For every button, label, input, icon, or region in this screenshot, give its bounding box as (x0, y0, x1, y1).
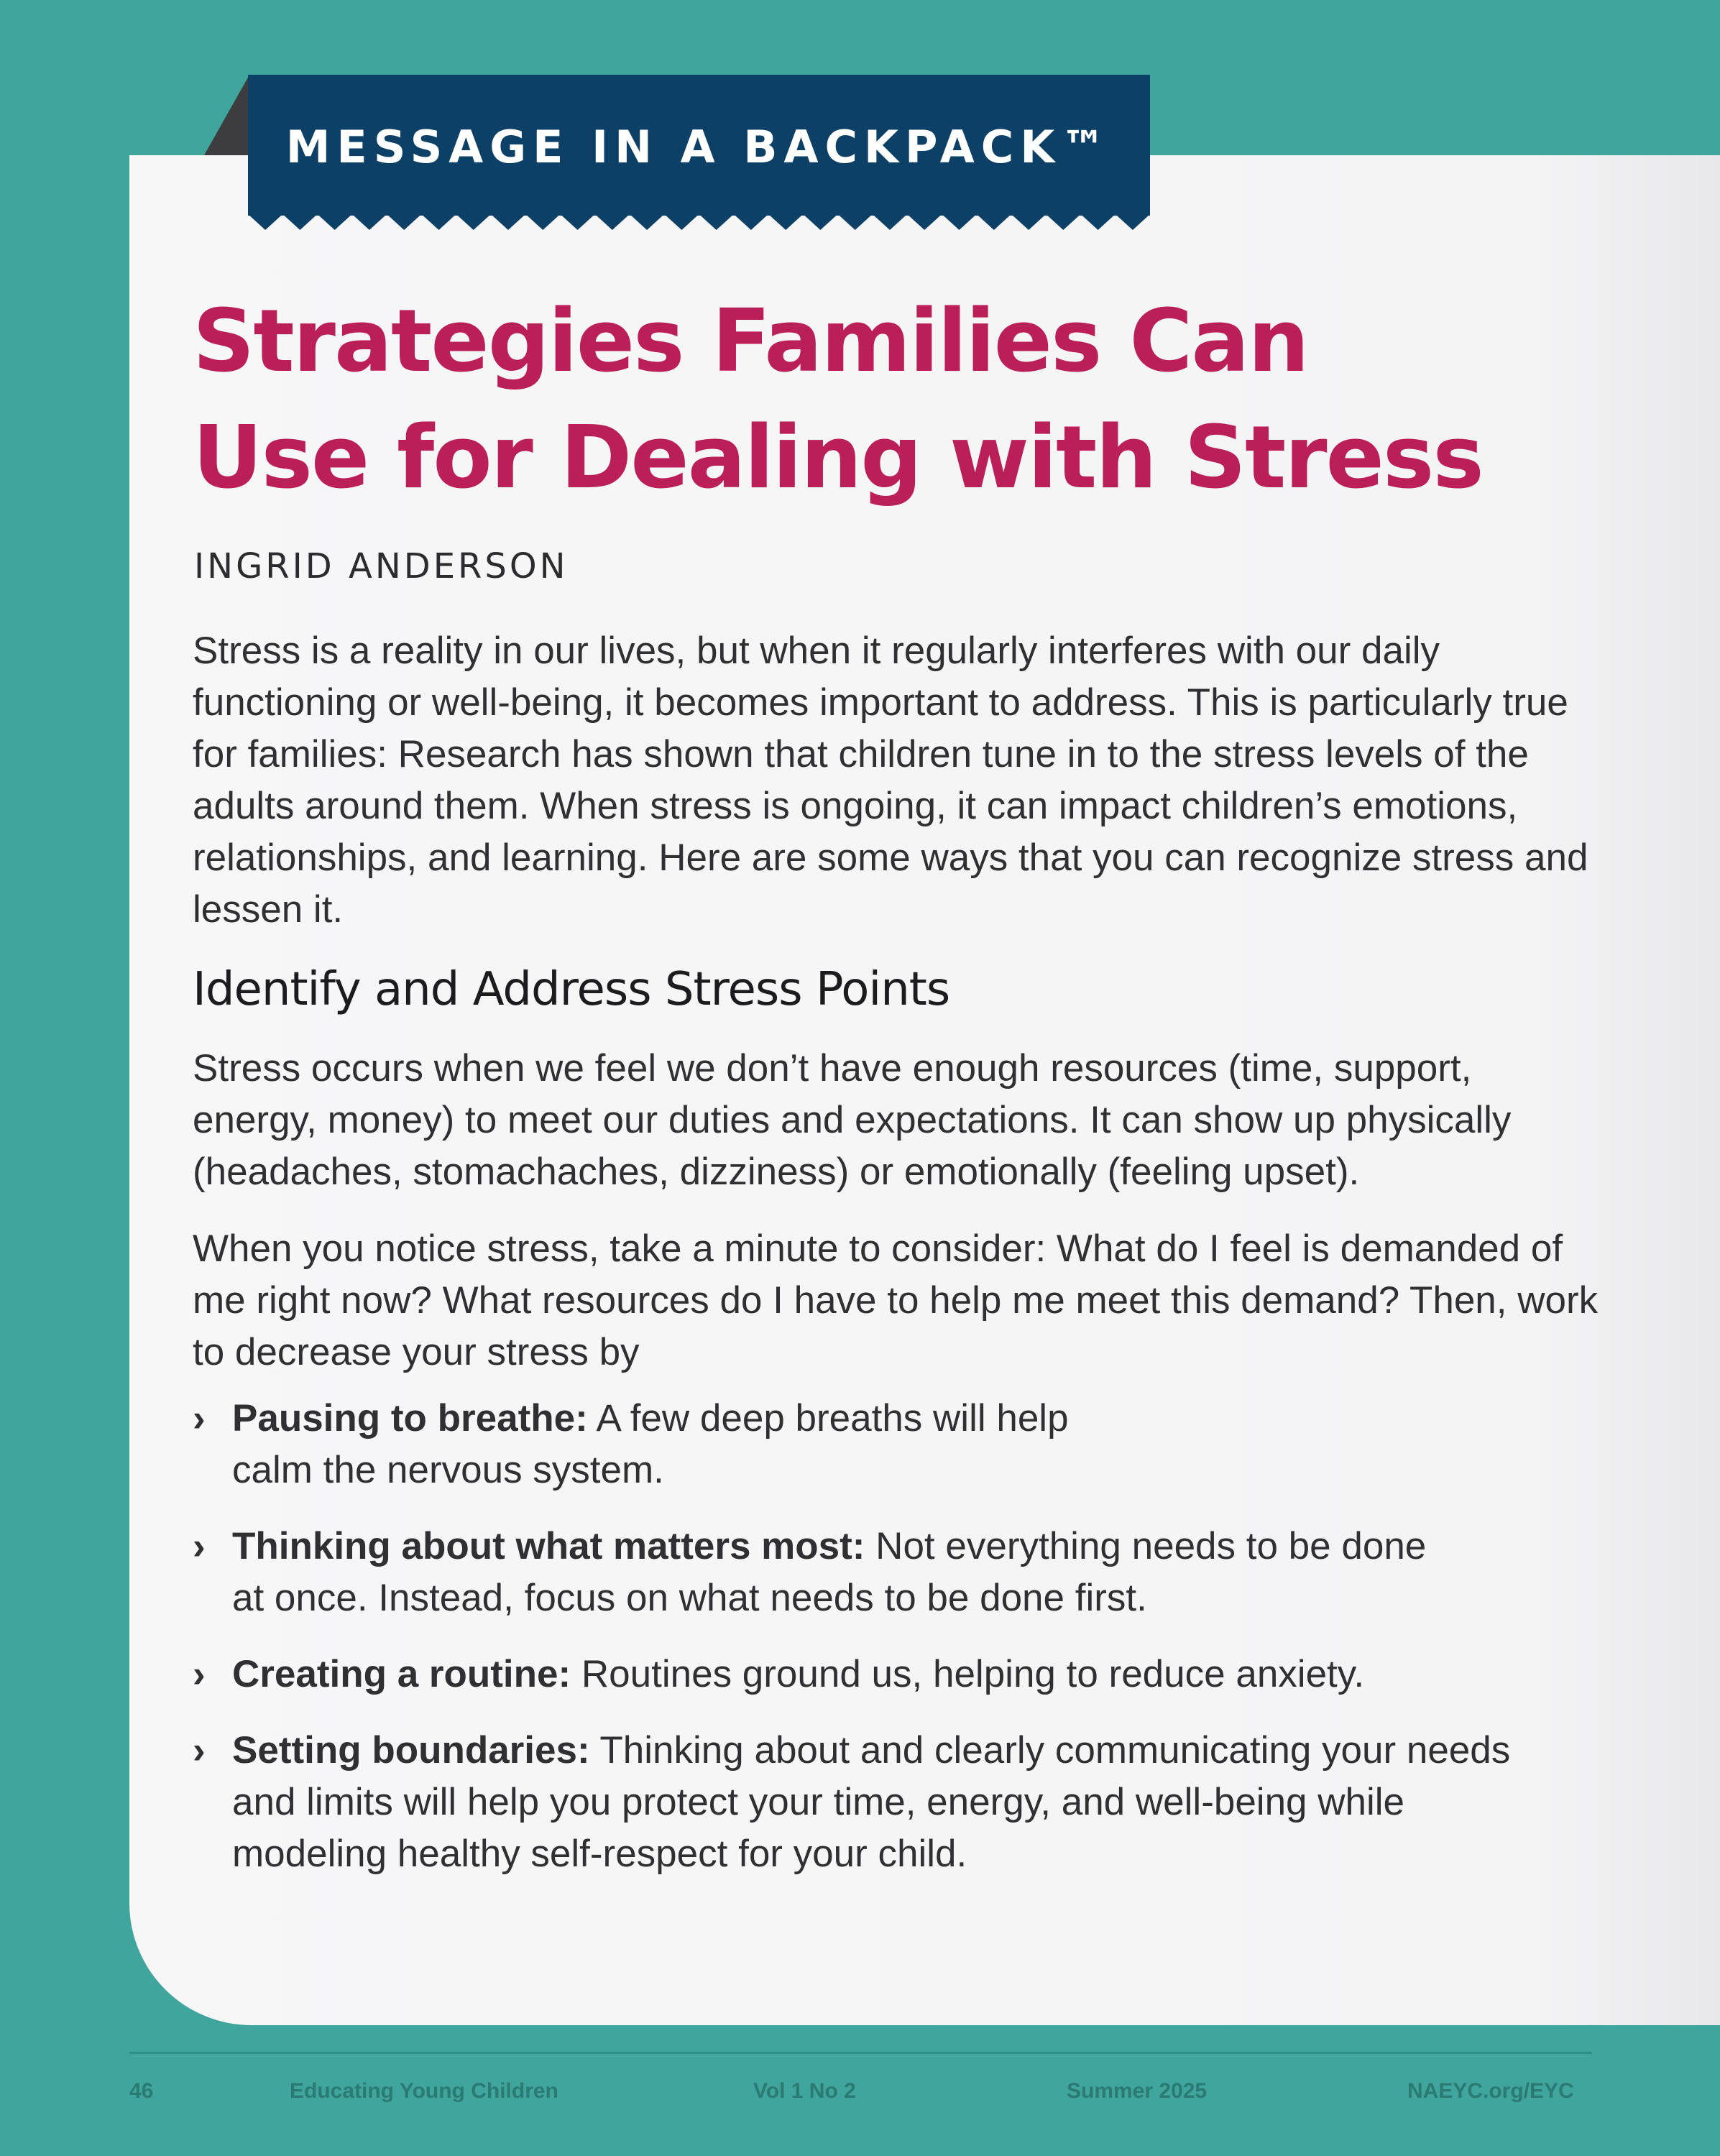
intro-paragraph: Stress is a reality in our lives, but when it regularly interferes with our daily functioning or well-being, it becomes important to address. This is particularly true for families: Research has shown that children tune in to the stress levels of the adults around them. When stress is ongoing, it can impact children’s emotions, relationships, and learning. Here are some ways that you can recognize stress and lessen it. (193, 630, 1588, 931)
list-item-text: Not everything needs to be done at once. Instead, focus on what needs to be done first. (232, 1525, 1427, 1619)
chevron-right-icon: › (193, 1525, 206, 1567)
chevron-right-icon: › (193, 1729, 206, 1772)
strategy-list (193, 1393, 1601, 1880)
title-line-2: Use for Dealing with Stress (193, 408, 1483, 508)
footer-page-number: 46 (129, 2079, 154, 2103)
list-item (193, 1393, 1159, 1496)
footer-season: Summer 2025 (1067, 2079, 1208, 2103)
footer-website[interactable]: NAEYC.org/EYC (1407, 2079, 1574, 2103)
body-paragraph-1: Stress occurs when we feel we don’t have enough resources (time, support, energy, money) to meet our duties and expectations. It can show up physically (headaches, stomachaches, dizziness) or emotionally (feeling upset). (193, 1047, 1512, 1193)
banner-label: MESSAGE IN A BACKPACK™ (285, 121, 1113, 173)
footer-divider (129, 2052, 1592, 2054)
section-banner (248, 75, 1150, 216)
title-line-1: Strategies Families Can (193, 292, 1308, 392)
banner-zigzag-edge (248, 214, 1150, 230)
list-item (193, 1521, 1454, 1624)
list-item-text: A few deep breaths will help calm the nervous system. (232, 1397, 1069, 1491)
section-heading: Identify and Address Stress Points (193, 963, 950, 1016)
list-item-text: Thinking about and clearly communicating your needs and limits will help you protect your time, energy, and well-being while modeling healthy self-respect for your child. (232, 1729, 1511, 1875)
list-item-term: Pausing to breathe: (232, 1397, 588, 1439)
footer-publication: Educating Young Children (290, 2079, 558, 2103)
list-item-text: Routines ground us, helping to reduce anxiety. (581, 1653, 1365, 1695)
chevron-right-icon: › (193, 1397, 206, 1439)
article-title (193, 284, 1630, 517)
body-paragraph-2: When you notice stress, take a minute to consider: What do I feel is demanded of me right now? What resources do I have to help me meet this demand? Then, work to decrease your stress by (193, 1227, 1599, 1373)
list-item-term: Thinking about what matters most: (232, 1525, 865, 1567)
list-item (193, 1649, 1601, 1700)
list-item-term: Creating a routine: (232, 1653, 571, 1695)
footer-volume: Vol 1 No 2 (753, 2079, 856, 2103)
author-byline: INGRID ANDERSON (194, 546, 569, 586)
banner-fold (204, 76, 249, 155)
list-item-term: Setting boundaries: (232, 1729, 590, 1772)
list-item (193, 1725, 1547, 1880)
chevron-right-icon: › (193, 1653, 206, 1695)
article-body (193, 625, 1601, 1904)
